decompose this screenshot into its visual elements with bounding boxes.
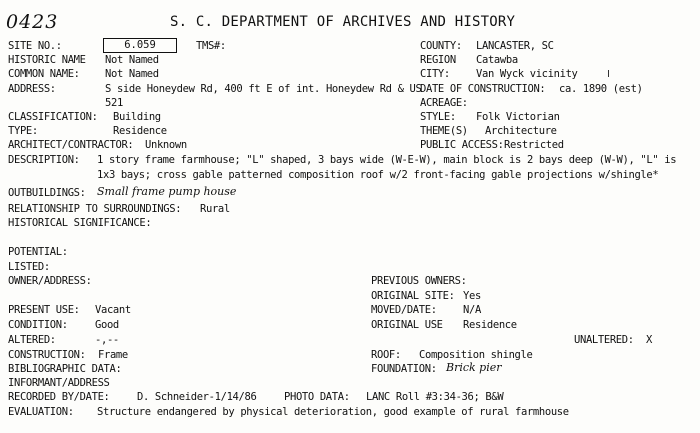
classification-value: Building	[113, 111, 161, 123]
roof-label: ROOF:	[371, 349, 401, 361]
historic-name-label: HISTORIC NAME	[8, 54, 86, 66]
common-name-label: COMMON NAME:	[8, 68, 80, 80]
evaluation-label: EVALUATION:	[8, 406, 74, 418]
public-access-label: PUBLIC ACCESS:	[420, 139, 504, 151]
architect-value: Unknown	[145, 139, 187, 151]
themes-label: THEME(S)	[420, 125, 468, 137]
condition-value: Good	[95, 319, 119, 331]
common-name-value: Not Named	[105, 68, 159, 80]
bibliographic-data-label: BIBLIOGRAPHIC DATA:	[8, 363, 122, 375]
city-label: CITY:	[420, 68, 450, 80]
altered-label: ALTERED:	[8, 334, 56, 346]
themes-value: Architecture	[485, 125, 557, 137]
address-line-1: S side Honeydew Rd, 400 ft E of int. Honeydew Rd & US	[105, 83, 422, 95]
outbuildings-label: OUTBUILDINGS:	[8, 187, 86, 199]
region-value: Catawba	[476, 54, 518, 66]
informant-label: INFORMANT/ADDRESS	[8, 377, 110, 389]
previous-owners-label: PREVIOUS OWNERS:	[371, 275, 467, 287]
type-label: TYPE:	[8, 125, 38, 137]
original-site-value: Yes	[463, 290, 481, 302]
altered-value: -,--	[95, 334, 119, 346]
classification-label: CLASSIFICATION:	[8, 111, 98, 123]
pencil-tick-mark	[608, 70, 609, 77]
acreage-label: ACREAGE:	[420, 97, 468, 109]
historical-significance-label: HISTORICAL SIGNIFICANCE:	[8, 217, 152, 229]
outbuildings-value: Small frame pump house	[97, 185, 237, 198]
condition-label: CONDITION:	[8, 319, 68, 331]
card-number: 0423	[6, 11, 59, 33]
construction-label: CONSTRUCTION:	[8, 349, 86, 361]
tms-label: TMS#:	[196, 40, 226, 52]
foundation-value: Brick pier	[446, 361, 502, 374]
unaltered-label: UNALTERED:	[574, 334, 634, 346]
city-value: Van Wyck vicinity	[476, 68, 578, 80]
roof-value: Composition shingle	[419, 349, 533, 361]
foundation-label: FOUNDATION:	[371, 363, 437, 375]
address-line-2: 521	[105, 97, 123, 109]
description-line-1: 1 story frame farmhouse; "L" shaped, 3 bays wide (W-E-W), main block is 2 bays deep (W-W), "L" is	[97, 154, 677, 166]
historic-name-value: Not Named	[105, 54, 159, 66]
potential-label: POTENTIAL:	[8, 246, 68, 258]
listed-label: LISTED:	[8, 261, 50, 273]
type-value: Residence	[113, 125, 167, 137]
site-no-label: SITE NO.:	[8, 40, 62, 52]
moved-date-label: MOVED/DATE:	[371, 304, 437, 316]
unaltered-value: X	[646, 334, 652, 346]
present-use-label: PRESENT USE:	[8, 304, 80, 316]
description-line-2: 1x3 bays; cross gable patterned composition roof w/2 front-facing gable projections w/shingle*	[97, 169, 659, 181]
architect-label: ARCHITECT/CONTRACTOR:	[8, 139, 134, 151]
style-label: STYLE:	[420, 111, 456, 123]
photo-data-label: PHOTO DATA:	[284, 391, 350, 403]
county-value: LANCASTER, SC	[476, 40, 554, 52]
description-label: DESCRIPTION:	[8, 154, 80, 166]
original-site-label: ORIGINAL SITE:	[371, 290, 455, 302]
county-label: COUNTY:	[420, 40, 462, 52]
present-use-value: Vacant	[95, 304, 131, 316]
recorded-by-value: D. Schneider-1/14/86	[137, 391, 257, 403]
public-access-value: Restricted	[504, 139, 564, 151]
date-of-construction-label: DATE OF CONSTRUCTION:	[420, 83, 546, 95]
region-label: REGION	[420, 54, 456, 66]
original-use-value: Residence	[463, 319, 517, 331]
owner-address-label: OWNER/ADDRESS:	[8, 275, 92, 287]
original-use-label: ORIGINAL USE	[371, 319, 443, 331]
evaluation-value: Structure endangered by physical deterioration, good example of rural farmhouse	[97, 406, 569, 418]
relationship-value: Rural	[200, 203, 230, 215]
address-label: ADDRESS:	[8, 83, 56, 95]
card-title: S. C. DEPARTMENT OF ARCHIVES AND HISTORY	[170, 14, 516, 30]
style-value: Folk Victorian	[476, 111, 560, 123]
recorded-by-label: RECORDED BY/DATE:	[8, 391, 110, 403]
construction-value: Frame	[98, 349, 128, 361]
photo-data-value: LANC Roll #3:34-36; B&W	[366, 391, 504, 403]
relationship-label: RELATIONSHIP TO SURROUNDINGS:	[8, 203, 182, 215]
date-of-construction-value: ca. 1890 (est)	[559, 83, 643, 95]
site-no-box: 6.059	[103, 38, 177, 53]
moved-date-value: N/A	[463, 304, 481, 316]
